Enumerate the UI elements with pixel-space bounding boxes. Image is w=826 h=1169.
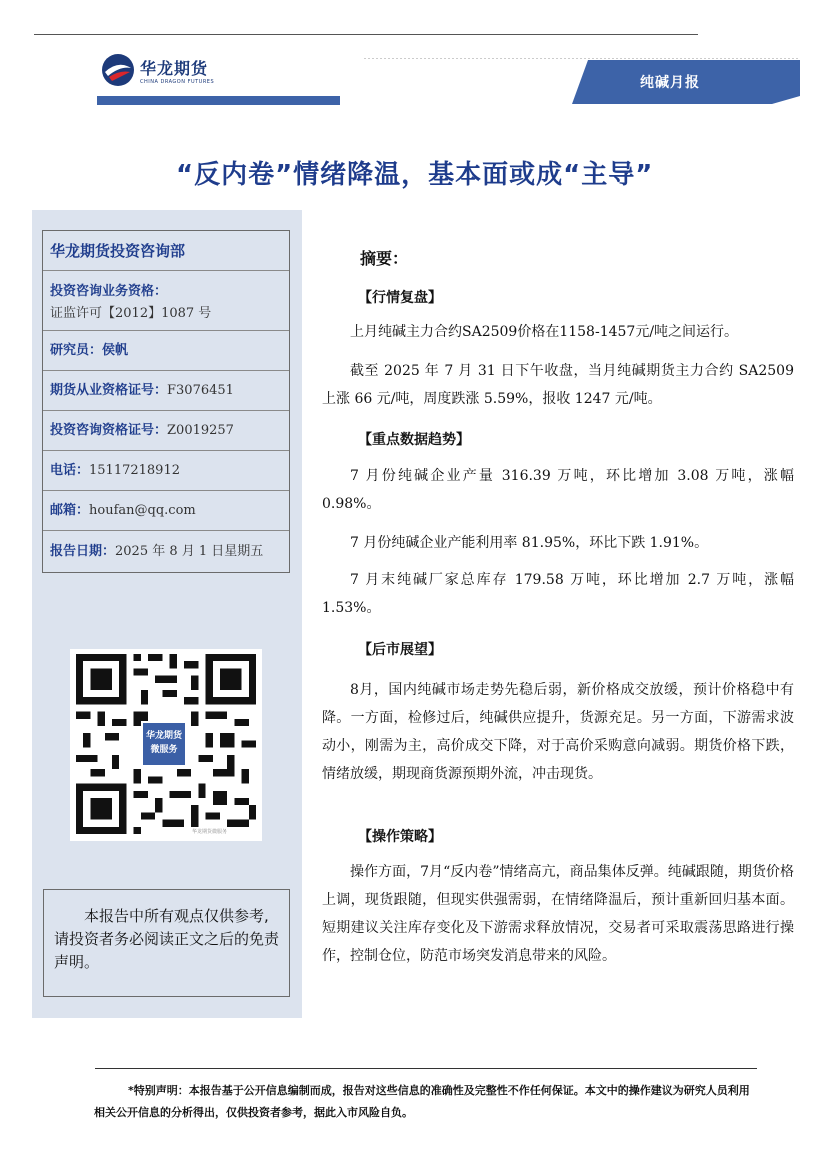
footer-disclaimer: *特别声明：本报告基于公开信息编制而成，报告对这些信息的准确性及完整性不作任何保证。本文中的操作建议为研究人员利用相关公开信息的分析得出，仅供投资者参考，据此入市风险自负。 — [94, 1084, 750, 1119]
dept-name: 华龙期货投资咨询部 — [50, 242, 186, 260]
report-type-label: 纯碱月报 — [640, 75, 700, 91]
researcher-name: 研究员：侯帆 — [50, 343, 129, 358]
futures-cert-value: F3076451 — [167, 383, 234, 398]
top-rule — [34, 34, 698, 35]
qr-center-logo — [141, 721, 187, 767]
company-logo-icon — [100, 52, 136, 88]
paragraph-key-data-1: 7 月份纯碱企业产量 316.39 万吨，环比增加 3.08 万吨，涨幅 0.98%。 — [322, 468, 794, 512]
phone-value: 15117218912 — [89, 463, 180, 478]
email-value[interactable]: houfan@qq.com — [89, 503, 196, 518]
paragraph-key-data-2: 7 月份纯碱企业产能利用率 81.95%，环比下跌 1.91%。 — [350, 535, 709, 551]
brand-name-en: CHINA DRAGON FUTURES — [140, 79, 215, 85]
paragraph-market-review-1: 上月纯碱主力合约SA2509价格在1158-1457元/吨之间运行。 — [350, 324, 739, 340]
qualification-label: 投资咨询业务资格： — [50, 284, 168, 299]
report-type-banner — [340, 58, 800, 106]
consult-cert-value: Z0019257 — [167, 423, 234, 438]
header-band — [97, 96, 365, 105]
consult-cert-label: 投资咨询资格证号： — [50, 423, 168, 438]
email-label: 邮箱： — [50, 503, 90, 518]
qualification-value: 证监许可【2012】1087 号 — [50, 306, 212, 321]
section-title-strategy: 【操作策略】 — [358, 829, 442, 845]
email-row — [43, 491, 289, 531]
section-title-market-review: 【行情复盘】 — [358, 290, 442, 306]
qr-center-line1: 华龙期货 — [145, 731, 182, 741]
summary-heading: 摘要： — [360, 249, 409, 268]
date-value: 2025 年 8 月 1 日星期五 — [115, 544, 264, 559]
analyst-info-box — [42, 230, 290, 573]
qr-caption: 华龙期货微服务 — [192, 829, 228, 835]
consult-cert-row — [43, 411, 289, 451]
phone-label: 电话： — [50, 463, 90, 478]
paragraph-key-data-3: 7 月末纯碱厂家总库存 179.58 万吨，环比增加 2.7 万吨，涨幅 1.53%。 — [322, 572, 794, 616]
qr-center-line2: 微服务 — [150, 745, 178, 755]
dept-row — [43, 231, 289, 271]
futures-cert-label: 期货从业资格证号： — [50, 383, 168, 398]
phone-row — [43, 451, 289, 491]
researcher-row — [43, 331, 289, 371]
date-row — [43, 531, 289, 572]
paragraph-market-review-2: 截至 2025 年 7 月 31 日下午收盘，当月纯碱期货主力合约 SA2509 上涨 66 元/吨，周度跌涨 5.59%，报收 1247 元/吨。 — [322, 363, 794, 407]
report-title: “反内卷”情绪降温，基本面或成“主导” — [176, 160, 654, 190]
section-title-outlook: 【后市展望】 — [358, 642, 442, 658]
section-title-key-data: 【重点数据趋势】 — [358, 432, 470, 448]
brand-name-cn: 华龙期货 — [140, 59, 209, 78]
qualification-row — [43, 271, 289, 331]
disclaimer-box: 本报告中所有观点仅供参考,请投资者务必阅读正文之后的免责声明。 — [43, 889, 290, 997]
paragraph-strategy: 操作方面，7月“反内卷”情绪高亢，商品集体反弹。纯碱跟随，期货价格上调，现货跟随，但现实供强需弱，在情绪降温后，预计重新回归基本面。短期建议关注库存变化及下游需求释放情况，交易者可采取震荡思路进行操作，控制仓位，防范市场突发消息带来的风险。 — [322, 864, 794, 964]
date-label: 报告日期： — [50, 544, 116, 559]
futures-cert-row — [43, 371, 289, 411]
footer-rule — [95, 1068, 757, 1069]
paragraph-outlook: 8月，国内纯碱市场走势先稳后弱，新价格成交放缓，预计价格稳中有降。一方面，检修过后，纯碱供应提升，货源充足。另一方面，下游需求波动小，刚需为主，高价成交下降，对于高价采购意向减弱。期货价格下跌，情绪放缓，期现商货源预期外流，冲击现货。 — [322, 682, 794, 782]
